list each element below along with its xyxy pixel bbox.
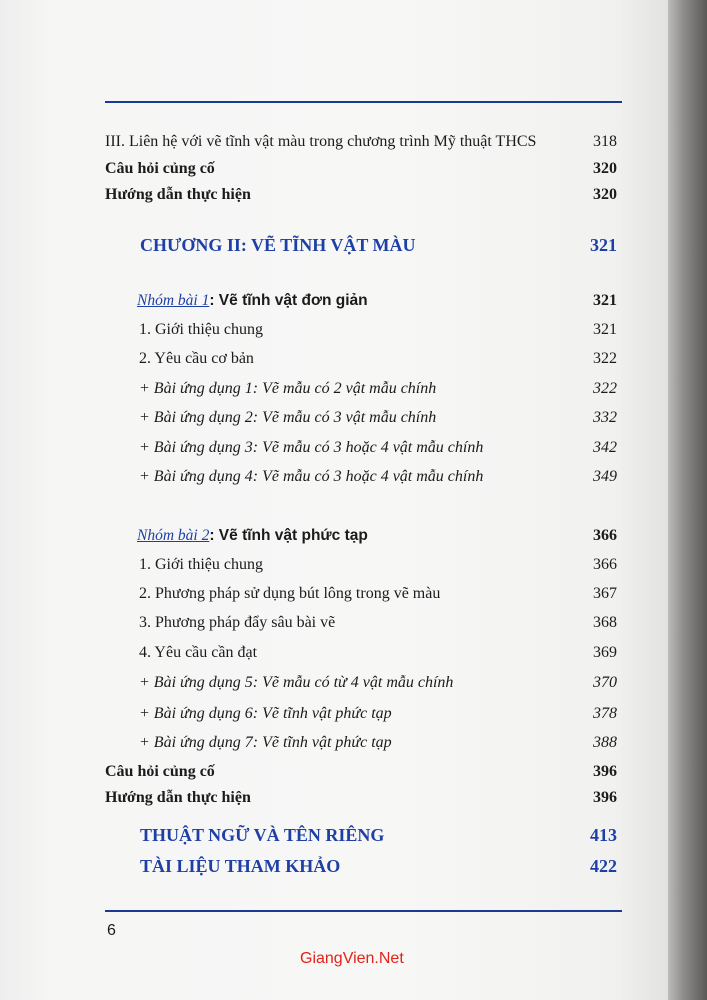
toc-entry-label: + Bài ứng dụng 1: Vẽ mẫu có 2 vật mẫu chính (139, 380, 437, 397)
toc-entry (105, 610, 622, 636)
toc-entry-page: 367 (593, 585, 617, 602)
toc-entry-label: 4. Yêu cầu cần đạt (139, 644, 258, 661)
toc-entry (105, 346, 622, 372)
toc-entry-page: 368 (593, 614, 617, 631)
chapter-heading (105, 822, 622, 848)
toc-entry-label: + Bài ứng dụng 3: Vẽ mẫu có 3 hoặc 4 vật mẫu chính (139, 439, 484, 456)
group-heading (105, 288, 622, 314)
toc-entry-page: 320 (593, 186, 617, 203)
chapter-heading-page: 321 (590, 235, 617, 255)
toc-entry (105, 670, 622, 696)
chapter-heading-label: CHƯƠNG II: VẼ TĨNH VẬT MÀU (140, 235, 416, 255)
watermark: GiangVien.Net (300, 950, 404, 967)
toc-entry (105, 317, 622, 343)
group-heading-label (137, 288, 368, 314)
group-heading-page: 366 (593, 527, 617, 544)
toc-entry-page: 332 (593, 409, 617, 426)
bottom-rule (105, 910, 622, 912)
toc-entry (105, 701, 622, 727)
toc-entry-page: 318 (593, 133, 617, 150)
toc-entry-label: + Bài ứng dụng 7: Vẽ tĩnh vật phức tạp (139, 734, 392, 751)
toc-entry-page: 370 (593, 674, 617, 691)
group-heading-rest: : Vẽ tĩnh vật phức tạp (209, 527, 368, 544)
chapter-heading-page: 413 (590, 825, 617, 845)
toc-entry (105, 405, 622, 431)
group-heading (105, 523, 622, 549)
toc-entry-label: + Bài ứng dụng 5: Vẽ mẫu có từ 4 vật mẫu chính (139, 674, 454, 691)
toc-entry-label: 1. Giới thiệu chung (139, 556, 263, 573)
chapter-heading-label: THUẬT NGỮ VÀ TÊN RIÊNG (140, 825, 385, 845)
toc-entry (105, 129, 622, 155)
toc-entry-page: 320 (593, 160, 617, 177)
toc-entry (105, 759, 622, 785)
toc-entry-page: 342 (593, 439, 617, 456)
toc-entry (105, 182, 622, 208)
toc-entry-page: 378 (593, 705, 617, 722)
group-heading-page: 321 (593, 292, 617, 309)
toc-entry-label: 2. Phương pháp sử dụng bút lông trong vẽ màu (139, 585, 441, 602)
chapter-heading-page: 422 (590, 856, 617, 876)
top-rule (105, 101, 622, 103)
toc-entry-label: Hướng dẫn thực hiện (105, 789, 251, 806)
toc-entry (105, 552, 622, 578)
toc-entry (105, 435, 622, 461)
page-number: 6 (107, 922, 116, 939)
toc-entry-label: 3. Phương pháp đẩy sâu bài vẽ (139, 614, 336, 631)
toc-entry-label: + Bài ứng dụng 6: Vẽ tĩnh vật phức tạp (139, 705, 392, 722)
toc-entry (105, 464, 622, 490)
toc-entry-page: 322 (593, 380, 617, 397)
toc-entry-label: Câu hỏi củng cố (105, 160, 215, 177)
chapter-heading-label: TÀI LIỆU THAM KHẢO (140, 856, 341, 876)
toc-entry-page: 349 (593, 468, 617, 485)
toc-entry-label: + Bài ứng dụng 2: Vẽ mẫu có 3 vật mẫu chính (139, 409, 437, 426)
group-heading-label (137, 523, 368, 549)
toc-entry (105, 156, 622, 182)
toc-entry-label: 1. Giới thiệu chung (139, 321, 263, 338)
toc-entry-page: 369 (593, 644, 617, 661)
toc-entry (105, 376, 622, 402)
toc-entry (105, 581, 622, 607)
toc-entry (105, 640, 622, 666)
group-heading-prefix: Nhóm bài 1 (137, 292, 210, 309)
toc-entry-page: 322 (593, 350, 617, 367)
toc-entry-page: 388 (593, 734, 617, 751)
toc-entry-label: Câu hỏi củng cố (105, 763, 215, 780)
toc-entry (105, 785, 622, 811)
toc-entry-label: III. Liên hệ với vẽ tĩnh vật màu trong chương trình Mỹ thuật THCS (105, 133, 537, 150)
toc-entry-label: Hướng dẫn thực hiện (105, 186, 251, 203)
chapter-heading (105, 853, 622, 879)
toc-entry-page: 396 (593, 789, 617, 806)
chapter-heading (105, 232, 622, 258)
toc-entry-page: 366 (593, 556, 617, 573)
toc-entry (105, 730, 622, 756)
toc-entry-label: 2. Yêu cầu cơ bản (139, 350, 254, 367)
group-heading-prefix: Nhóm bài 2 (137, 527, 210, 544)
toc-entry-page: 321 (593, 321, 617, 338)
group-heading-rest: : Vẽ tĩnh vật đơn giản (209, 292, 368, 309)
toc-entry-label: + Bài ứng dụng 4: Vẽ mẫu có 3 hoặc 4 vật mẫu chính (139, 468, 484, 485)
book-binding-shadow (668, 0, 707, 1000)
toc-entry-page: 396 (593, 763, 617, 780)
